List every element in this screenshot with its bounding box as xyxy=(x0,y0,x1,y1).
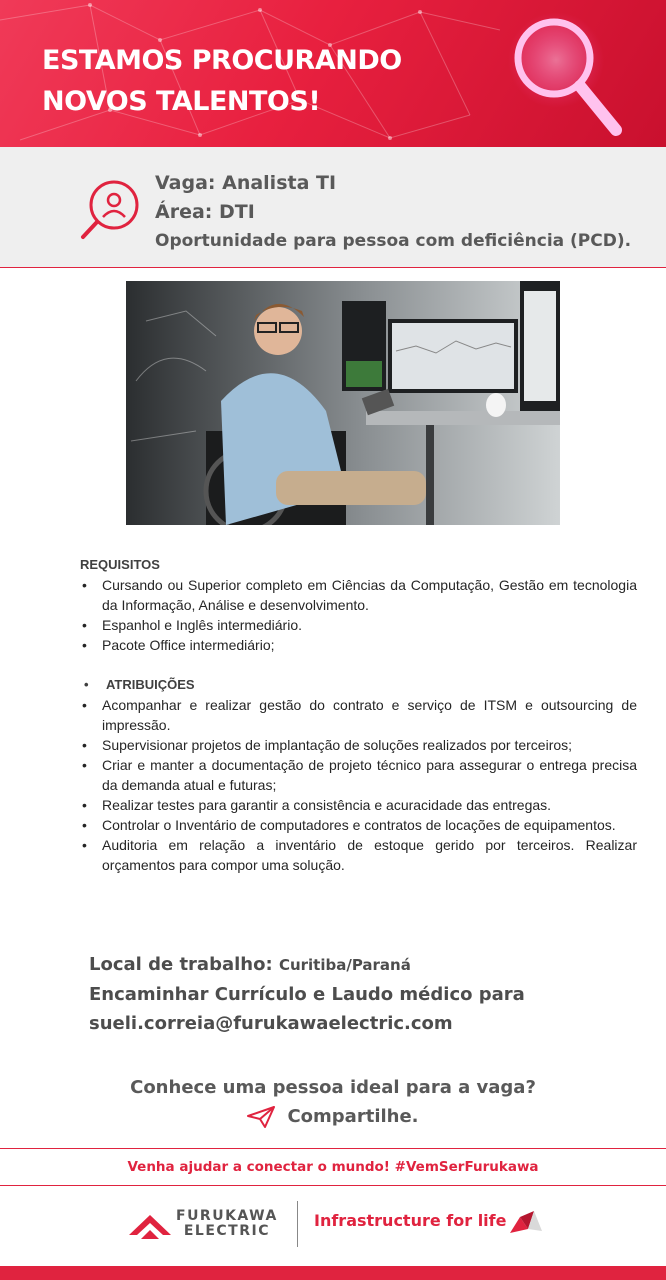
work-location-label: Local de trabalho: xyxy=(89,954,273,975)
work-location-section xyxy=(89,950,525,1038)
headline-line-2: NOVOS TALENTOS! xyxy=(42,86,321,117)
list-item: • Auditoria em relação a inventário de estoque gerido por terceiros. Realizar orçamentos para compor uma solução. xyxy=(80,835,637,875)
job-title: Vaga: Analista TI xyxy=(155,172,337,194)
job-pcd-note: Oportunidade para pessoa com deficiência (PCD). xyxy=(155,231,632,251)
job-details xyxy=(155,169,631,255)
candidate-photo xyxy=(126,281,560,525)
cta-question: Conhece uma pessoa ideal para a vaga? xyxy=(130,1077,536,1098)
tagline: Infrastructure for life xyxy=(314,1211,507,1230)
share-label: Compartilhe. xyxy=(287,1106,419,1127)
send-instructions: Encaminhar Currículo e Laudo médico para xyxy=(89,984,525,1005)
requisitos-title: REQUISITOS xyxy=(80,557,160,572)
slogan: Venha ajudar a conectar o mundo! #VemSerFurukawa xyxy=(127,1159,539,1175)
job-description xyxy=(80,555,637,875)
magnifier-icon xyxy=(496,8,636,143)
work-location-city: Curitiba/Paraná xyxy=(278,956,411,974)
slogan-bar xyxy=(0,1148,666,1186)
paper-plane-icon xyxy=(247,1106,275,1128)
furukawa-logo-icon xyxy=(127,1211,173,1241)
list-item: • Espanhol e Inglês intermediário. xyxy=(80,615,637,635)
office-photo-illustration xyxy=(126,281,560,525)
list-item: • Supervisionar projetos de implantação de soluções realizados por terceiros; xyxy=(80,735,637,755)
share-cta xyxy=(0,1073,666,1137)
logo-line-2: ELECTRIC xyxy=(183,1223,270,1239)
job-info-section xyxy=(0,147,666,268)
footer xyxy=(0,1185,666,1266)
list-item: • Criar e manter a documentação de projeto técnico para assegurar o entrega precisa da demanda atual e futuras; xyxy=(80,755,637,795)
furukawa-logo-text xyxy=(176,1209,278,1239)
job-area: Área: DTI xyxy=(155,201,255,223)
header-banner xyxy=(0,0,666,147)
list-item: • Cursando ou Superior completo em Ciências da Computação, Gestão em tecnologia da Informação, Análise e desenvolvimento. xyxy=(80,575,637,615)
requisitos-list xyxy=(80,575,637,655)
atribuicoes-title: • ATRIBUIÇÕES xyxy=(80,675,637,695)
atribuicoes-list xyxy=(80,695,637,875)
list-item: • Pacote Office intermediário; xyxy=(80,635,637,655)
search-person-icon xyxy=(78,177,142,241)
share-button[interactable] xyxy=(247,1102,418,1131)
logo-line-1: FURUKAWA xyxy=(176,1208,278,1224)
footer-divider xyxy=(297,1201,298,1247)
contact-email[interactable]: sueli.correia@furukawaelectric.com xyxy=(89,1013,453,1034)
list-item: • Controlar o Inventário de computadores e contratos de locações de equipamentos. xyxy=(80,815,637,835)
bottom-bar xyxy=(0,1266,666,1280)
headline xyxy=(42,40,402,122)
work-location xyxy=(89,950,525,980)
list-item: • Acompanhar e realizar gestão do contrato e serviço de ITSM e outsourcing de impressão. xyxy=(80,695,637,735)
tagline-mark-icon xyxy=(508,1207,544,1237)
list-item: • Realizar testes para garantir a consistência e acuracidade das entregas. xyxy=(80,795,637,815)
headline-line-1: ESTAMOS PROCURANDO xyxy=(42,45,402,76)
